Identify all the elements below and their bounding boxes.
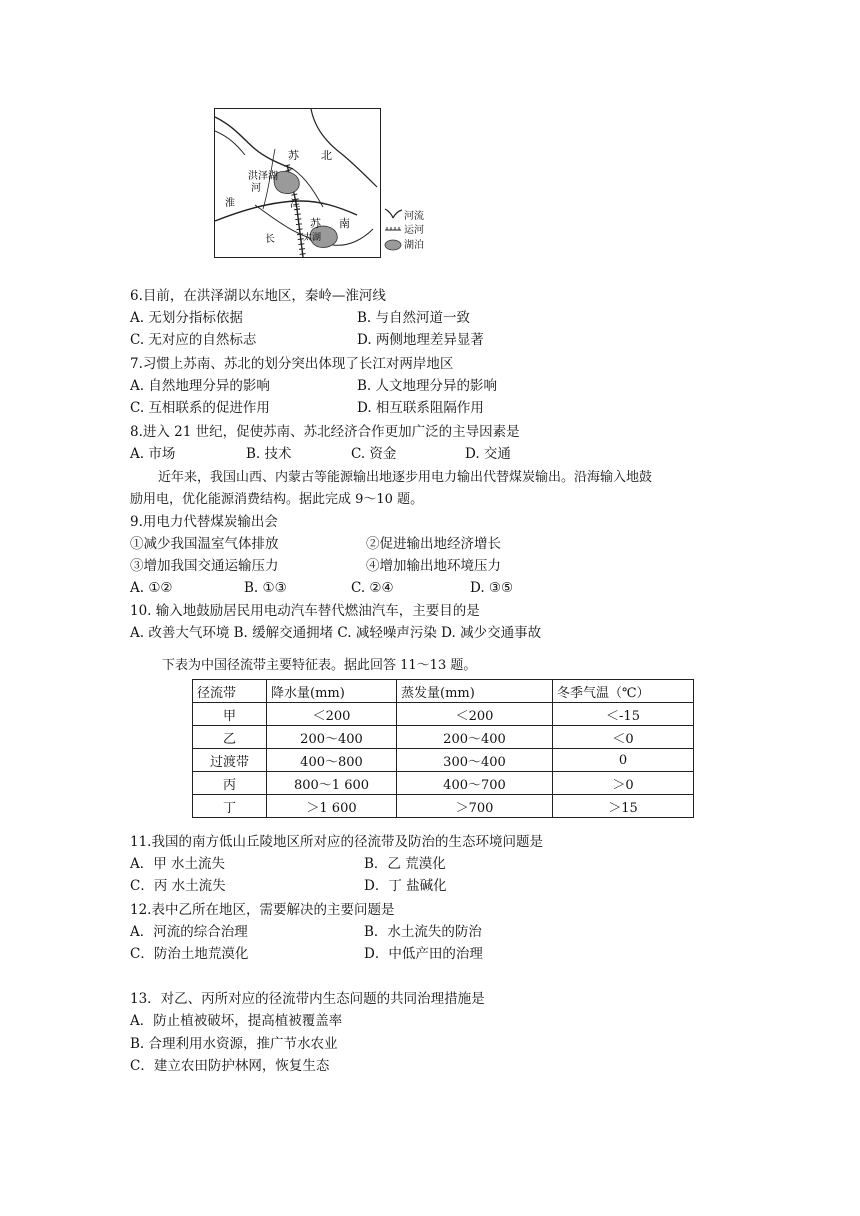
map-figure <box>214 108 381 258</box>
runoff-belt-table <box>192 679 694 818</box>
q9-option-b: B. ①③ <box>244 580 287 596</box>
table-cell: ＜200 <box>267 703 397 726</box>
map-label-jiang: 江 <box>290 199 300 210</box>
q13-option-c: C．建立农田防护林网，恢复生态 <box>130 1058 330 1074</box>
q12-option-c: C．防治土地荒漠化 <box>130 946 249 962</box>
q8-option-a: A. 市场 <box>130 446 176 462</box>
table-cell: 800～1 600 <box>267 772 397 795</box>
table-row <box>193 795 694 818</box>
table-cell: 200～400 <box>267 726 397 749</box>
legend-canal-label: 运河 <box>404 225 424 236</box>
table-row <box>193 772 694 795</box>
map-label-he: 河 <box>251 183 261 194</box>
q6-option-c: C. 无对应的自然标志 <box>130 332 257 348</box>
q9-option-a: A. ①② <box>130 580 173 596</box>
table-header-row <box>193 680 694 703</box>
intro-11-13: 下表为中国径流带主要特征表。据此回答 11～13 题。 <box>162 658 477 673</box>
yangtze-river <box>215 201 357 221</box>
q7-option-a: A. 自然地理分异的影响 <box>130 378 270 394</box>
coast-line <box>311 109 377 187</box>
table-header: 径流带 <box>193 680 267 703</box>
legend-river-label: 河流 <box>404 211 424 222</box>
legend-lake-icon <box>385 240 401 250</box>
table-header: 蒸发量(mm) <box>397 680 553 703</box>
river-line <box>215 117 293 169</box>
q13-option-b: B. 合理利用水资源，推广节水农业 <box>130 1036 338 1052</box>
q12-option-b: B．水土流失的防治 <box>364 924 482 940</box>
q6-option-a: A. 无划分指标依据 <box>130 310 243 326</box>
map-label-sunan-su: 苏 <box>310 217 321 230</box>
table-row <box>193 703 694 726</box>
q9-stem: 9.用电力代替煤炭输出会 <box>130 514 278 530</box>
q13-option-a: A．防止植被破坏，提高植被覆盖率 <box>130 1013 343 1029</box>
q11-option-c: C．丙 水土流失 <box>130 878 226 894</box>
legend-river-icon <box>385 209 402 218</box>
intro-9-10-line1: 近年来，我国山西、内蒙古等能源输出地逐步用电力输出代替煤炭输出。沿海输入地鼓 <box>158 470 653 485</box>
q13-stem: 13．对乙、丙所对应的径流带内生态问题的共同治理措施是 <box>130 991 485 1007</box>
table-header: 降水量(mm) <box>267 680 397 703</box>
q7-stem: 7.习惯上苏南、苏北的划分突出体现了长江对两岸地区 <box>130 356 454 372</box>
table-cell: 200～400 <box>397 726 553 749</box>
map-label-chang: 长 <box>265 234 275 245</box>
q12-option-d: D．中低产田的治理 <box>364 946 483 962</box>
table-cell: ＜-15 <box>553 703 694 726</box>
q11-option-a: A．甲 水土流失 <box>130 856 226 872</box>
table-cell: 400～700 <box>397 772 553 795</box>
q8-stem: 8.进入 21 世纪，促使苏南、苏北经济合作更加广泛的主导因素是 <box>130 424 520 440</box>
q9-option-c: C. ②④ <box>351 580 394 596</box>
table-cell: ＞15 <box>553 795 694 818</box>
intro-9-10-line2: 励用电，优化能源消费结构。据此完成 9～10 题。 <box>130 492 424 507</box>
table-cell: 0 <box>553 749 694 772</box>
map-drawing <box>215 109 380 257</box>
legend-lake-label: 湖泊 <box>404 240 424 251</box>
table-header: 冬季气温（℃） <box>553 680 694 703</box>
map-label-sunan-nan: 南 <box>339 217 350 230</box>
q6-option-d: D. 两侧地理差异显著 <box>357 332 484 348</box>
q12-option-a: A．河流的综合治理 <box>130 924 248 940</box>
q7-option-c: C. 互相联系的促进作用 <box>130 400 270 416</box>
table-cell: 过渡带 <box>193 749 267 772</box>
q9-statement-4: ④增加输出地环境压力 <box>366 558 501 574</box>
q9-statement-2: ②促进输出地经济增长 <box>366 536 501 552</box>
table-cell: 甲 <box>193 703 267 726</box>
table-cell: ＞0 <box>553 772 694 795</box>
map-label-subei-bei: 北 <box>321 149 332 162</box>
table-cell: ＜200 <box>397 703 553 726</box>
q11-option-d: D．丁 盐碱化 <box>364 878 447 894</box>
q7-option-d: D. 相互联系阻隔作用 <box>357 400 484 416</box>
q6-stem: 6.目前，在洪泽湖以东地区，秦岭—淮河线 <box>130 288 386 304</box>
table-cell: 丙 <box>193 772 267 795</box>
table-cell: 400～800 <box>267 749 397 772</box>
table-cell: 丁 <box>193 795 267 818</box>
q11-stem: 11.我国的南方低山丘陵地区所对应的径流带及防治的生态环境问题是 <box>130 834 543 850</box>
map-label-huai: 淮 <box>225 198 235 209</box>
q8-option-b: B. 技术 <box>246 446 292 462</box>
table-row <box>193 749 694 772</box>
q9-option-d: D. ③⑤ <box>470 580 514 596</box>
map-label-hongze: 洪泽湖 <box>248 171 278 182</box>
q7-option-b: B. 人文地理分异的影响 <box>357 378 498 394</box>
q12-stem: 12.表中乙所在地区，需要解决的主要问题是 <box>130 902 395 918</box>
table-cell: 300～400 <box>397 749 553 772</box>
table-cell: ＞700 <box>397 795 553 818</box>
table-row <box>193 726 694 749</box>
q11-option-b: B．乙 荒漠化 <box>364 856 446 872</box>
legend-symbols <box>383 206 403 256</box>
map-label-subei-su: 苏 <box>288 149 299 162</box>
q8-option-c: C. 资金 <box>351 446 397 462</box>
q9-statement-1: ①减少我国温室气体排放 <box>130 536 279 552</box>
map-label-taihu: 太湖 <box>303 233 322 243</box>
q10-stem: 10. 输入地鼓励居民用电动汽车替代燃油汽车，主要目的是 <box>130 603 480 619</box>
table-cell: ＞1 600 <box>267 795 397 818</box>
q8-option-d: D. 交通 <box>465 446 511 462</box>
table-cell: ＜0 <box>553 726 694 749</box>
table-cell: 乙 <box>193 726 267 749</box>
q9-statement-3: ③增加我国交通运输压力 <box>130 558 279 574</box>
q6-option-b: B. 与自然河道一致 <box>357 310 471 326</box>
q10-options: A. 改善大气环境 B. 缓解交通拥堵 C. 减轻噪声污染 D. 减少交通事故 <box>130 625 542 641</box>
